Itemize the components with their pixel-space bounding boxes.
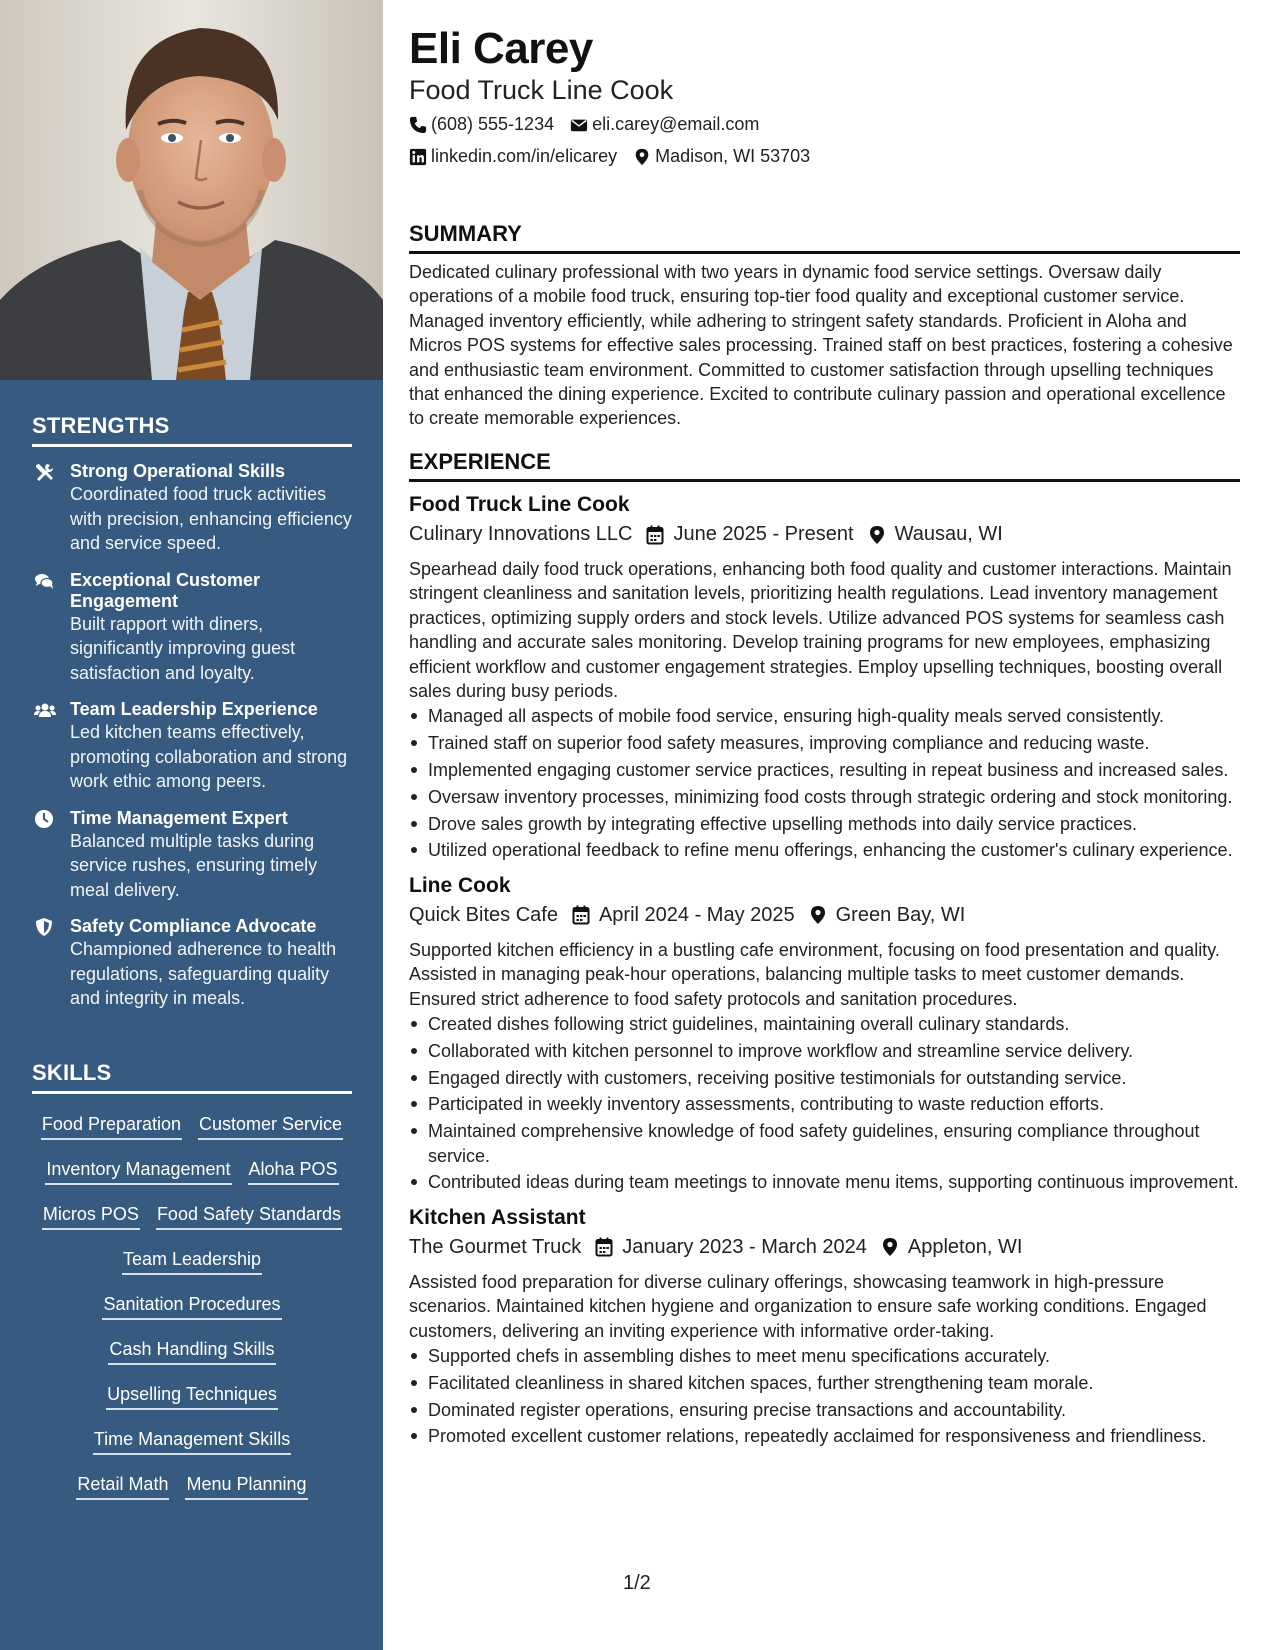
job-location-group [868,523,1003,546]
strength-title: Strong Operational Skills [70,461,286,481]
map-pin-icon [633,148,651,166]
strength-desc: Championed adherence to health regulations, safeguarding quality and integrity in meals. [70,939,337,1008]
comments-icon [34,571,54,591]
skill-tag: Food Preparation [41,1112,182,1140]
strength-item [32,916,352,1011]
map-pin-icon [868,525,886,545]
job-bullet: Promoted excellent customer relations, repeatedly acclaimed for responsiveness and friendliness. [409,1424,1240,1448]
job-bullet: Implemented engaging customer service practices, resulting in repeat business and increased sales. [409,758,1240,782]
strength-title: Exceptional Customer Engagement [70,569,261,611]
skill-tag: Retail Math [76,1472,169,1500]
job-bullet: Participated in weekly inventory assessments, contributing to waste reduction efforts. [409,1092,1240,1116]
job-bullet: Utilized operational feedback to refine menu offerings, enhancing the customer's culinary experience. [409,838,1240,862]
strength-title: Safety Compliance Advocate [70,916,317,936]
calendar-icon [595,1237,613,1257]
job-bullets [409,704,1240,862]
strength-desc: Built rapport with diners, significantly improving guest satisfaction and loyalty. [70,613,296,683]
strength-item [32,808,352,903]
phone-text: (608) 555-1234 [431,114,555,134]
job-entry [409,1205,1240,1449]
skill-tag: Time Management Skills [93,1427,291,1455]
strength-title: Team Leadership Experience [70,699,318,719]
strengths-heading: STRENGTHS [32,413,352,447]
job-description: Supported kitchen efficiency in a bustling cafe environment, focusing on food presentation and quality. Assisted in managing peak-hour operations, balancing multiple tasks to meet customer demands. Ensured strict adherence to food safety protocols and sanitation procedures. [409,939,1220,1009]
contact-row-1 [409,114,775,135]
job-title: Line Cook [409,873,511,897]
job-bullet: Facilitated cleanliness in shared kitchen spaces, further strengthening team morale. [409,1371,1240,1395]
job-bullet: Trained staff on superior food safety measures, improving compliance and reducing waste. [409,731,1240,755]
strength-desc: Balanced multiple tasks during service rushes, ensuring timely meal delivery. [70,830,318,900]
job-location: Green Bay, WI [835,903,966,926]
job-company: Quick Bites Cafe [409,903,558,926]
job-dates: January 2023 - March 2024 [622,1235,867,1258]
job-bullets [409,1012,1240,1195]
phone-icon [409,116,427,134]
job-bullet: Maintained comprehensive knowledge of food safety guidelines, ensuring compliance throughout service. [409,1119,1240,1168]
job-bullet: Collaborated with kitchen personnel to improve workflow and streamline service delivery. [409,1039,1240,1063]
skill-tag: Inventory Management [45,1157,231,1185]
skills-list [32,1104,352,1509]
experience-heading: EXPERIENCE [409,449,1240,482]
job-bullet: Contributed ideas during team meetings to innovate menu items, supporting continuous improvement. [409,1170,1240,1194]
job-entry [409,873,1240,1195]
clock-icon [34,809,54,829]
job-meta [409,1236,1240,1259]
job-dates-group [572,904,795,927]
job-dates-group [595,1236,867,1259]
skill-tag: Upselling Techniques [106,1382,278,1410]
location-text: Madison, WI 53703 [655,146,811,166]
job-title: Food Truck Line Cook [409,493,630,516]
linkedin-contact[interactable] [409,146,617,167]
page-number: 1/2 [623,1572,651,1594]
map-pin-icon [809,905,827,925]
job-meta [409,523,1240,546]
strength-item [32,461,352,556]
skills-heading: SKILLS [32,1060,352,1094]
phone-contact [409,114,554,135]
strength-desc: Coordinated food truck activities with precision, enhancing efficiency and service speed. [70,484,352,553]
job-bullet: Engaged directly with customers, receiving positive testimonials for outstanding service. [409,1066,1240,1090]
tools-icon [34,462,54,482]
email-text[interactable]: eli.carey@email.com [592,114,760,134]
shield-icon [34,917,54,937]
job-location: Wausau, WI [894,523,1003,545]
skill-tag: Food Safety Standards [156,1202,342,1230]
skill-tag: Aloha POS [248,1157,339,1185]
job-location-group [881,1236,1023,1259]
calendar-icon [646,525,664,545]
job-location: Appleton, WI [907,1235,1023,1258]
job-meta [409,904,1240,927]
email-contact[interactable] [570,114,759,135]
skill-tag: Customer Service [198,1112,343,1140]
sidebar [0,0,383,1650]
linkedin-icon [409,148,427,166]
job-dates: June 2025 - Present [673,523,854,545]
job-bullet: Dominated register operations, ensuring precise transactions and accountability. [409,1398,1240,1422]
skills-section [32,1060,352,1509]
summary-text: Dedicated culinary professional with two years in dynamic food service settings. Oversaw daily operations of a mobile food truck, ensuring top-tier food quality and exceptional customer service. Managed inventory efficiently, while adhering to stringent safety standards. Proficient in Aloha and Micros POS systems for effective sales processing. Trained staff on best practices, fostering a cohesive and enthusiastic team environment. Committed to customer satisfaction through upselling techniques that enhanced the dining experience. Excited to contribute culinary passion and operational excellence to create memorable experiences. [409,262,1233,429]
strength-desc: Led kitchen teams effectively, promoting collaboration and strong work ethic among peers. [70,722,348,791]
job-dates: April 2024 - May 2025 [598,903,795,926]
candidate-role: Food Truck Line Cook [409,75,674,105]
job-company: Culinary Innovations LLC [409,523,633,545]
profile-photo [0,0,383,380]
skill-tag: Menu Planning [185,1472,307,1500]
job-company: The Gourmet Truck [409,1235,582,1258]
job-description: Assisted food preparation for diverse culinary offerings, showcasing teamwork in high-pressure scenarios. Maintained kitchen hygiene and organization to ensure safe working conditions. Engaged customers, delivering an inviting experience with informative order-taking. [409,1271,1207,1341]
skill-tag: Sanitation Procedures [102,1292,281,1320]
summary-section [409,221,1240,431]
job-bullet: Created dishes following strict guidelines, maintaining overall culinary standards. [409,1012,1240,1036]
skill-tag: Cash Handling Skills [108,1337,275,1365]
strength-item [32,699,352,794]
skill-tag: Team Leadership [122,1247,262,1275]
skill-tag: Micros POS [42,1202,140,1230]
strength-title: Time Management Expert [70,807,288,828]
job-bullet: Supported chefs in assembling dishes to meet menu specifications accurately. [409,1344,1240,1368]
job-bullets [409,1344,1240,1449]
job-bullet: Drove sales growth by integrating effective upselling methods into daily service practices. [409,812,1240,836]
strength-item [32,570,352,686]
job-title: Kitchen Assistant [409,1205,586,1229]
job-dates-group [646,523,853,546]
job-description: Spearhead daily food truck operations, enhancing both food quality and customer interactions. Maintain stringent cleanliness and sanitation levels, prioritizing health regulations. Lead inventory management practices, optimizing supply orders and stock levels. Utilize advanced POS systems for seamless cash handling and accurate sales monitoring. Develop training programs for new employees, emphasizing efficient workflow and customer engagement strategies. Employ upselling techniques, boosting overall sales during busy periods. [409,559,1232,702]
strengths-section [32,413,352,1011]
location-contact [633,146,810,167]
candidate-name: Eli Carey [409,24,593,73]
map-pin-icon [881,1237,899,1257]
summary-heading: SUMMARY [409,221,1240,254]
job-bullet: Managed all aspects of mobile food service, ensuring high-quality meals served consistently. [409,704,1240,728]
envelope-icon [570,116,588,134]
users-icon [34,700,54,720]
job-bullet: Oversaw inventory processes, minimizing food costs through strategic ordering and stock monitoring. [409,785,1240,809]
job-location-group [809,904,966,927]
job-entry [409,492,1240,863]
contact-row-2 [409,146,826,167]
calendar-icon [572,905,590,925]
experience-section [409,449,1240,1451]
linkedin-text[interactable]: linkedin.com/in/elicarey [431,146,618,166]
